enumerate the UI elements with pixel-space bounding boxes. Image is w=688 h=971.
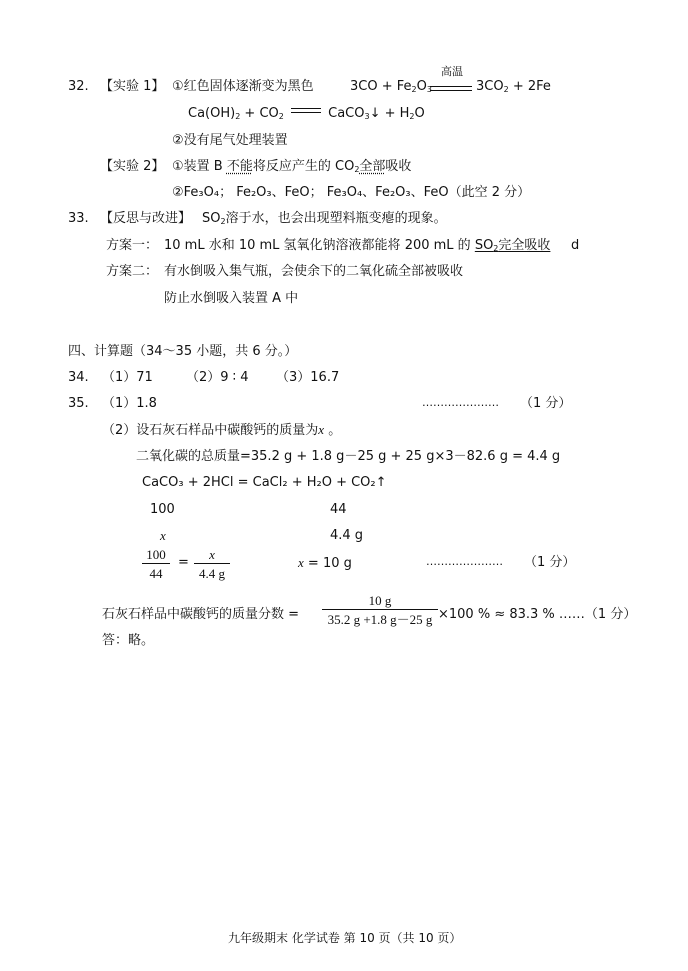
molar-mass-caco3: 100 — [150, 502, 175, 517]
plan1-text: 10 mL 水和 10 mL 氢氧化钠溶液都能将 200 mL 的 $SO_2$完全吸收 — [164, 238, 551, 253]
page-footer: 九年级期末 化学试卷 第 10 页（共 10 页） — [228, 931, 462, 945]
exp2-label: 【实验 2】 — [100, 159, 165, 174]
exp1-label: 【实验 1】 — [100, 79, 165, 94]
q35-number: 35. — [68, 396, 89, 411]
q35-answer-1: （1）1.8 — [102, 396, 157, 411]
equation-1-equals — [430, 86, 472, 91]
score-dots-2: ………………… — [426, 555, 503, 568]
fraction-x-4.4: $\frac{x}{4.4 g}$ — [194, 548, 230, 580]
exp1-note: ②没有尾气处理装置 — [172, 133, 288, 148]
equals-sign: = — [178, 555, 189, 570]
plan1-answer: d — [571, 238, 580, 253]
q34-number: 34. — [68, 370, 89, 385]
plan2-label: 方案二： — [106, 264, 159, 279]
score-dots-1: ………………… — [422, 396, 499, 409]
reflection-label: 【反思与改进】 — [100, 211, 192, 226]
exp1-observation: ①红色固体逐渐变为黑色 — [172, 79, 314, 94]
unknown-x: x — [160, 528, 166, 543]
q34-answer-2: （2）9 ∶ 4 — [186, 370, 249, 385]
plan1-label: 方案一： — [106, 238, 159, 253]
q32-number: 32. — [68, 79, 89, 94]
fraction-100-44: $\frac{100}{44}$ — [142, 548, 170, 580]
score-2: （1 分） — [524, 555, 576, 570]
reflection-text: $SO_2$溶于水，也会出现塑料瓶变瘪的现象。 — [202, 211, 447, 226]
exp2-answer-a: ①装置 B 不能将反应产生的 $CO_2$全部吸收 — [172, 159, 412, 174]
exp2-answer-b: ②Fe₃O₄； Fe₂O₃、FeO； Fe₃O₄、Fe₂O₃、FeO（此空 2 分） — [172, 185, 531, 200]
equation-1-condition: 高温 — [441, 65, 463, 78]
co2-mass: 4.4 g — [330, 528, 364, 543]
section-4-title: 四、计算题（34～35 小题，共 6 分。） — [68, 344, 298, 359]
final-answer: 答：略。 — [102, 633, 155, 648]
equation-1-right: $3CO_2 + 2Fe$ — [476, 79, 551, 94]
q34-answer-3: （3）16.7 — [276, 370, 340, 385]
score-1: （1 分） — [520, 396, 572, 411]
q34-answer-1: （1）71 — [102, 370, 153, 385]
mass-fraction-label: 石灰石样品中碳酸钙的质量分数 = — [102, 607, 300, 622]
q33-number: 33. — [68, 211, 89, 226]
equation-1-left: $3CO + Fe_2O_3$ — [350, 79, 432, 94]
equation-2: $Ca(OH)_2 + CO_2$ CaCO$_3$↓ + $H_2O$ — [188, 106, 425, 121]
mass-fraction-result: ×100 % ≈ 83.3 % ……（1 分） — [438, 607, 637, 622]
x-solution: x = 10 g — [298, 555, 352, 571]
reaction-equation: CaCO₃ + 2HCl = CaCl₂ + H₂O + CO₂↑ — [142, 475, 387, 490]
q35-part2-intro: （2）设石灰石样品中碳酸钙的质量为x 。 — [102, 422, 342, 438]
molar-mass-co2: 44 — [330, 502, 347, 517]
plan2-note: 防止水倒吸入装置 A 中 — [164, 291, 299, 306]
plan2-text: 有水倒吸入集气瓶，会使余下的二氧化硫全部被吸收 — [164, 264, 464, 279]
co2-total-mass: 二氧化碳的总质量=35.2 g + 1.8 g－25 g + 25 g×3－82.6 g = 4.4 g — [136, 449, 561, 464]
mass-fraction-expression: $\frac{10 g}{35.2 g +1.8 g-25 g}$ — [322, 594, 438, 626]
